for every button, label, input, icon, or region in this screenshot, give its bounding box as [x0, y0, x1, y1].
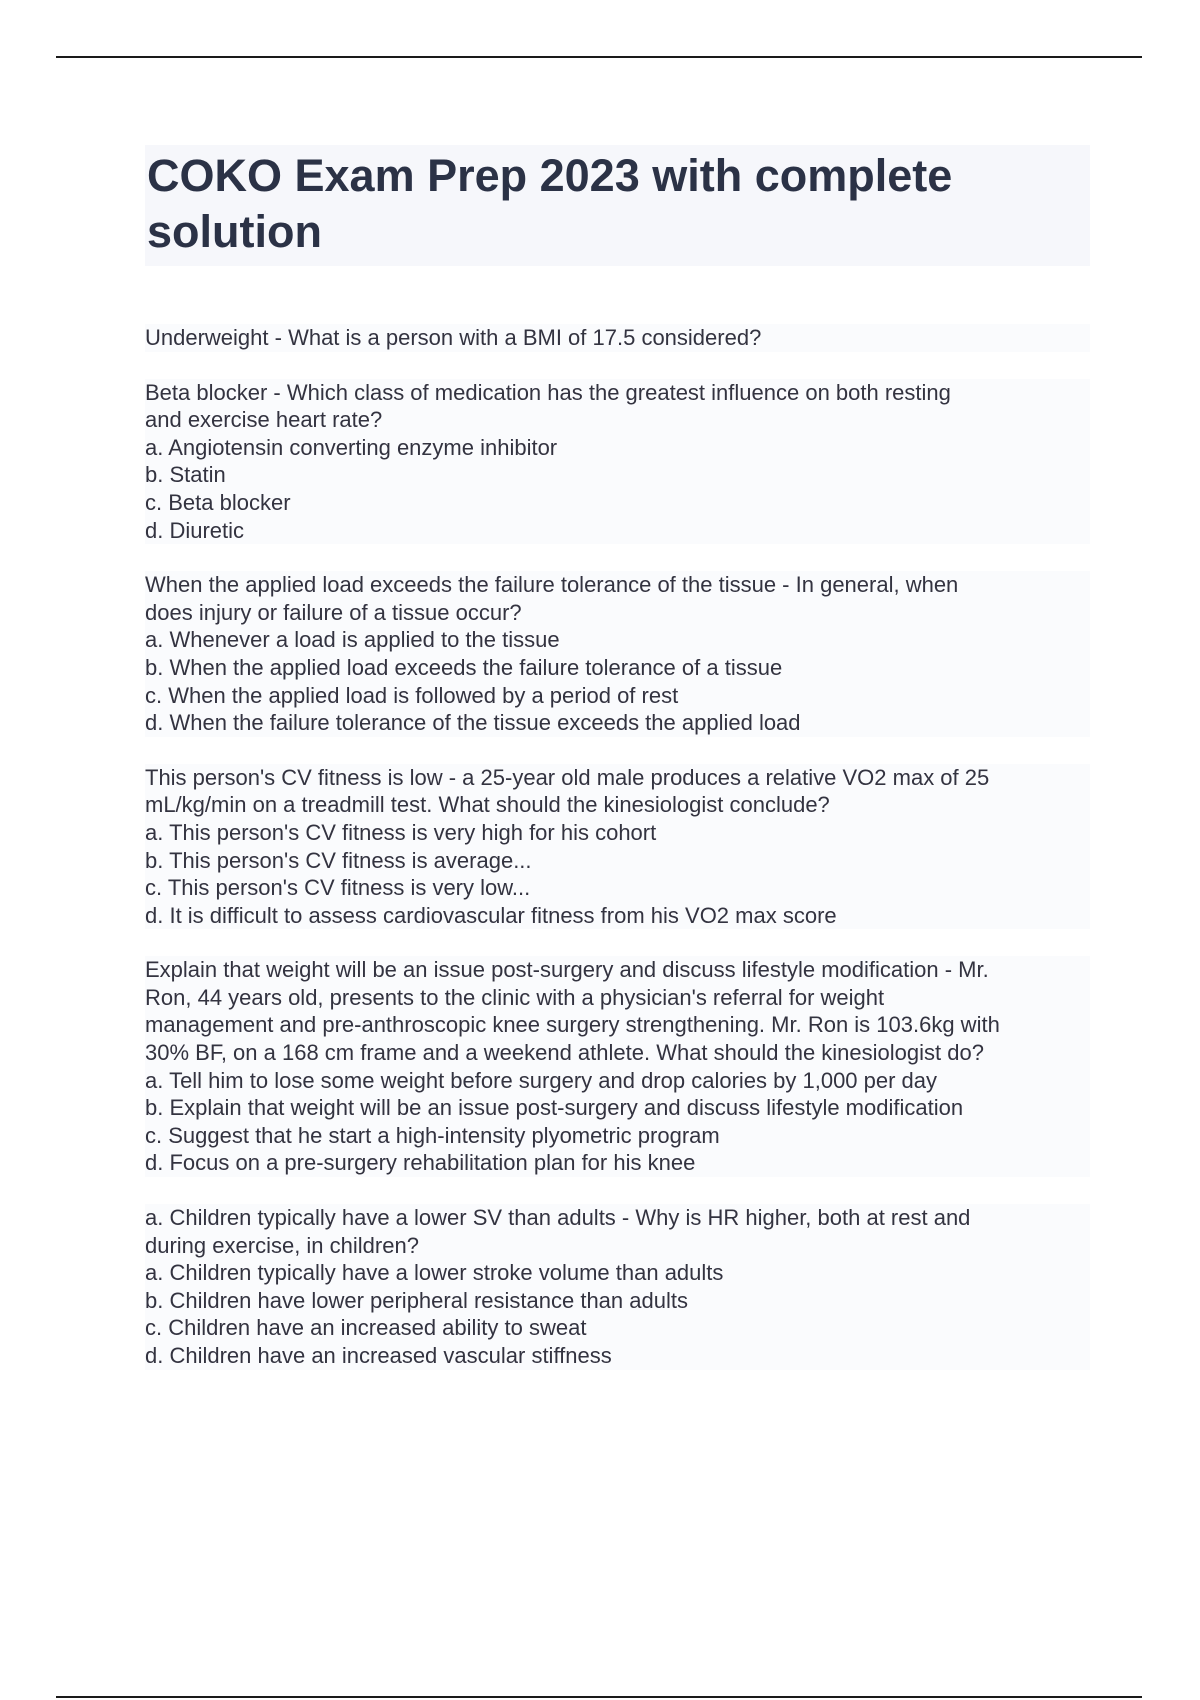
qa-line: This person's CV fitness is low - a 25-year old male produces a relative VO2 max of 25 — [145, 764, 990, 790]
qa-option: b. Children have lower peripheral resistance than adults — [145, 1287, 688, 1313]
qa-option: c. When the applied load is followed by a period of rest — [145, 682, 679, 708]
qa-item-cv-fitness — [145, 764, 1090, 930]
qa-option: d. Diuretic — [145, 517, 245, 543]
qa-option: c. Beta blocker — [145, 489, 291, 515]
qa-option: c. Suggest that he start a high-intensity plyometric program — [145, 1122, 720, 1148]
footer-rule — [56, 1696, 1142, 1698]
qa-line: 30% BF, on a 168 cm frame and a weekend athlete. What should the kinesiologist do? — [145, 1040, 984, 1066]
qa-option: b. This person's CV fitness is average... — [145, 847, 532, 873]
qa-item-medication — [145, 379, 1090, 545]
qa-line: Ron, 44 years old, presents to the clinic with a physician's referral for weight — [145, 984, 885, 1010]
qa-line: during exercise, in children? — [145, 1232, 419, 1258]
qa-item-children-hr — [145, 1204, 1090, 1370]
qa-item-tissue-failure — [145, 571, 1090, 737]
header-rule — [56, 56, 1142, 58]
qa-option: a. Children typically have a lower stroke volume than adults — [145, 1260, 724, 1286]
qa-option: a. Angiotensin converting enzyme inhibitor — [145, 434, 558, 460]
qa-line: and exercise heart rate? — [145, 407, 383, 433]
qa-option: b. When the applied load exceeds the failure tolerance of a tissue — [145, 654, 783, 680]
qa-list — [145, 324, 1090, 1370]
qa-option: a. Tell him to lose some weight before surgery and drop calories by 1,000 per day — [145, 1067, 938, 1093]
qa-option: d. Focus on a pre-surgery rehabilitation plan for his knee — [145, 1150, 696, 1176]
qa-line: Explain that weight will be an issue post-surgery and discuss lifestyle modification - Mr. — [145, 957, 989, 983]
title-line: COKO Exam Prep 2023 with complete — [147, 150, 953, 201]
qa-option: c. This person's CV fitness is very low... — [145, 875, 531, 901]
qa-option: b. Explain that weight will be an issue post-surgery and discuss lifestyle modification — [145, 1095, 964, 1121]
qa-line: mL/kg/min on a treadmill test. What should the kinesiologist conclude? — [145, 792, 830, 818]
qa-option: c. Children have an increased ability to sweat — [145, 1315, 587, 1341]
qa-line: When the applied load exceeds the failure tolerance of the tissue - In general, when — [145, 572, 959, 598]
qa-option: a. Whenever a load is applied to the tissue — [145, 627, 560, 653]
qa-option: a. This person's CV fitness is very high for his cohort — [145, 819, 657, 845]
qa-item-weight-management — [145, 956, 1090, 1177]
qa-line: a. Children typically have a lower SV than adults - Why is HR higher, both at rest and — [145, 1205, 971, 1231]
qa-line: Underweight - What is a person with a BMI of 17.5 considered? — [145, 325, 762, 350]
qa-option: b. Statin — [145, 462, 226, 488]
title-block — [145, 145, 1090, 266]
qa-item-bmi — [145, 324, 1090, 352]
document-title — [147, 148, 1086, 260]
document-body — [145, 145, 1090, 1397]
qa-option: d. Children have an increased vascular stiffness — [145, 1343, 612, 1368]
qa-option: d. It is difficult to assess cardiovascular fitness from his VO2 max score — [145, 902, 837, 928]
qa-option: d. When the failure tolerance of the tissue exceeds the applied load — [145, 710, 801, 736]
title-line: solution — [147, 206, 322, 257]
qa-line: does injury or failure of a tissue occur? — [145, 599, 522, 625]
qa-line: management and pre-anthroscopic knee surgery strengthening. Mr. Ron is 103.6kg with — [145, 1012, 1000, 1038]
qa-line: Beta blocker - Which class of medication has the greatest influence on both resting — [145, 379, 951, 405]
